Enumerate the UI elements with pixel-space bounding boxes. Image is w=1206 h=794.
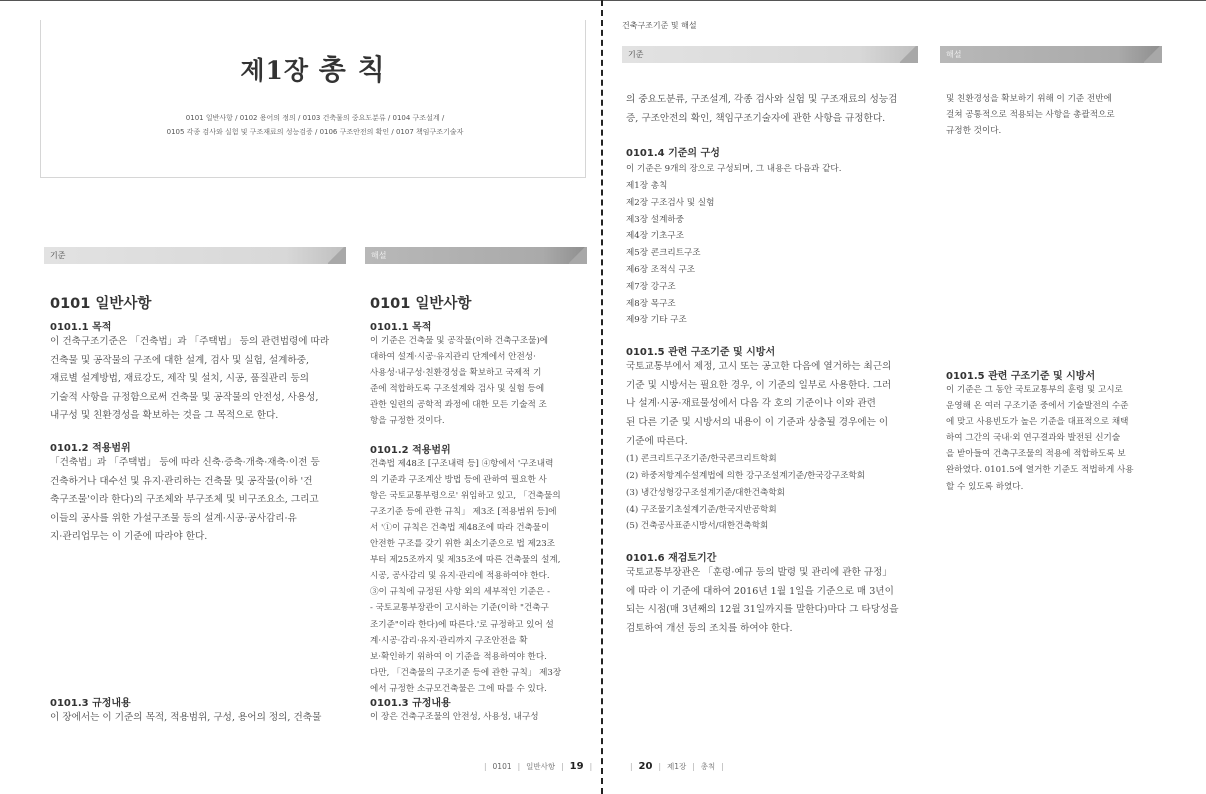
page-number: 19: [569, 761, 584, 772]
commentary-column-right-s5: [946, 367, 1166, 495]
text-line: 할 수 있도록 하였다.: [946, 481, 1024, 492]
text-line: 부터 제25조까지 및 제35조에 따른 건축물의 설계,: [370, 555, 561, 566]
paragraph: [370, 456, 590, 697]
subsection-title: 0101.1 목적: [370, 322, 432, 333]
text-line: 건축법 제48조 [구조내력 등] ④항에서 '구조내력: [370, 458, 554, 469]
paragraph: [626, 358, 938, 451]
text-line: 지·관리업무는 이 기준에 따라야 한다.: [50, 531, 208, 543]
text-line: 하여 그간의 국내·외 연구결과와 발전된 신기술: [946, 433, 1121, 444]
text-line: 건축물 및 공작물의 구조에 대한 설계, 검사 및 실험, 설계하중,: [50, 354, 310, 366]
footer-chapter: 제1장: [666, 762, 687, 771]
paragraph: [370, 709, 590, 725]
footer-label: 총칙: [700, 762, 716, 771]
chapter-prefix: 제1장: [240, 56, 310, 85]
text-line: 서 '①이 규칙은 건축법 제48조에 따라 건축물이: [370, 522, 550, 533]
text-line: 걸쳐 공통적으로 적용되는 사항을 총괄적으로: [946, 110, 1115, 121]
text-line: 국토교통부에서 제정, 고시 또는 공고한 다음에 열거하는 최근의: [626, 361, 892, 373]
commentary-section-bar: [940, 46, 1162, 63]
subsection-title: 0101.2 적용범위: [50, 442, 131, 454]
text-line: 내구성 및 친환경성을 확보하는 것을 그 목적으로 한다.: [50, 410, 279, 422]
text-line: 및 친환경성을 확보하기 위해 이 기준 전반에: [946, 94, 1112, 104]
text-line: 의 중요도분류, 구조설계, 각종 검사와 실험 및 구조재료의 성능검: [626, 94, 898, 105]
commentary-column-right: [946, 91, 1166, 139]
running-header: 건축구조기준 및 해설: [622, 21, 697, 30]
subsection-title: 0101.3 규정내용: [50, 698, 131, 709]
text-line: 의 기준과 구조계산 방법 등에 관하여 필요한 사: [370, 474, 547, 485]
text-line: 된 다른 기준 및 시방서의 내용이 이 기준과 상충될 경우에는 이: [626, 416, 889, 428]
standards-list-item: (2) 하중저항계수설계법에 의한 강구조설계기준/한국강구조학회: [626, 470, 866, 481]
chapter-list-item: 제2장 구조검사 및 실험: [626, 197, 715, 208]
page-divider: [601, 0, 603, 794]
text-line: - 국토교통부장관이 고시하는 기준(이하 "건축구: [370, 603, 549, 614]
text-line: 검토하여 개선 등의 조치를 하여야 한다.: [626, 622, 793, 634]
standards-list-item: (5) 건축공사표준시방서/대한건축학회: [626, 521, 769, 532]
chapter-list-item: 제1장 총칙: [626, 180, 668, 191]
chapter-title: [40, 48, 586, 88]
standard-bar-label: 기준: [50, 251, 66, 260]
standard-section-bar: [622, 46, 918, 63]
text-line: 완하였다. 0101.5에 열거한 기준도 적법하게 사용: [946, 465, 1134, 476]
standard-column-left: [50, 292, 350, 547]
text-line: 기준에 따른다.: [626, 435, 688, 447]
subsection-title: 0101.3 규정내용: [370, 698, 451, 709]
paragraph: [370, 333, 590, 430]
chapter-list-item: 제7장 강구조: [626, 281, 676, 292]
text-line: 되는 시점(매 3년째의 12월 31일까지를 말한다)마다 그 타당성을: [626, 604, 899, 616]
subsection-title: 0101.2 적용범위: [370, 444, 451, 456]
text-line: 재료별 설계방법, 재료강도, 제작 및 설치, 시공, 품질관리 등의: [50, 373, 310, 385]
standard-column-right: [626, 91, 938, 638]
footer-section: 0101: [492, 762, 512, 771]
top-rule: [0, 0, 1206, 1]
text-line: 축구조물'이라 한다)의 구조체와 부구조체 및 비구조요소, 그리고: [50, 494, 319, 506]
text-line: 을 받아들여 건축구조물의 적용에 적합하도록 보: [946, 449, 1126, 460]
text-line: 이 건축구조기준은 「건축법」과 「주택법」 등의 관련법령에 따라: [50, 336, 330, 347]
text-line: ③이 규칙에 규정된 사항 외의 세부적인 기준은 -: [370, 587, 551, 598]
subsection-title: 0101.5 관련 구조기준 및 시방서: [626, 347, 776, 359]
chapter-toc-line-1: 0101 일반사항 / 0102 용어의 정의 / 0103 건축물의 중요도분류 / 0104 구조설계 /: [185, 114, 445, 122]
text-line: 기술적 사항을 규정함으로써 건축물 및 공작물의 안전성, 사용성,: [50, 391, 319, 403]
subsection-title: 0101.6 재검토기간: [626, 553, 717, 565]
standards-list-item: (3) 냉간성형강구조설계기준/대한건축학회: [626, 487, 785, 498]
text-line: 다만, 「건축물의 구조기준 등에 관한 규칙」 제3장: [370, 667, 562, 678]
footer-label: 일반사항: [526, 762, 556, 771]
section-heading: 0101 일반사항: [50, 296, 152, 312]
text-line: 시공, 공사감리 및 유지·관리에 적용하여야 한다.: [370, 571, 550, 582]
text-line: 조기준"이라 한다)에 따른다.'로 규정하고 있어 설: [370, 619, 554, 630]
text-line: 「건축법」과 「주택법」 등에 따라 신축·증축·개축·재축·이전 등: [50, 456, 320, 468]
text-line: 에 따라 이 기준에 대하여 2016년 1월 1일을 기준으로 매 3년이: [626, 585, 894, 597]
text-line: 건축하거나 대수선 및 유지·관리하는 건축물 및 공작물(이하 '건: [50, 475, 313, 487]
text-line: 준에 적합하도록 구조설계와 검사 및 실험 등에: [370, 384, 545, 395]
subsection-title: 0101.4 기준의 구성: [626, 148, 720, 160]
text-line: 기준 및 시방서는 필요한 경우, 이 기준의 일부로 사용한다. 그러: [626, 379, 892, 391]
text-line: 나 설계·시공·재료물성에서 다음 각 호의 기준이나 이와 관련: [626, 398, 876, 410]
standard-column-left-bottom: [50, 694, 350, 728]
text-line: 구조기준 등에 관한 규칙」 제3조 [적용범위 등]에: [370, 506, 557, 517]
commentary-column-left: [370, 292, 590, 697]
paragraph: 이 기준은 9개의 장으로 구성되며, 그 내용은 다음과 같다.: [626, 164, 842, 175]
text-line: 규정한 것이다.: [946, 126, 1002, 137]
left-page-footer: | 0101 | 일반사항 | 19 |: [484, 761, 593, 772]
paragraph: [946, 382, 1166, 495]
paragraph: [50, 333, 350, 426]
text-line: 안전한 구조를 갖기 위한 최소기준으로 법 제23조: [370, 539, 556, 550]
commentary-bar-label: 해설: [946, 50, 962, 59]
text-line: 대하여 설계·시공·유지관리 단계에서 안전성·: [370, 352, 536, 363]
text-line: 이들의 공사를 위한 가설구조물 등의 설계·시공·공사감리·유: [50, 512, 297, 524]
standards-list-item: (4) 구조물기초설계기준/한국지반공학회: [626, 504, 777, 515]
paragraph: [626, 564, 938, 638]
text-line: 사용성·내구성·친환경성을 확보하고 국제적 기: [370, 368, 542, 379]
text-line: 관한 일련의 공학적 과정에 대한 모든 기술적 조: [370, 400, 547, 411]
chapter-list: [626, 178, 938, 329]
text-line: 항은 국토교통부령으로' 위임하고 있고, 「건축물의: [370, 490, 561, 501]
commentary-section-bar: [365, 247, 587, 264]
paragraph: [50, 709, 350, 728]
paragraph: [50, 454, 350, 547]
text-line: 이 장에서는 이 기준의 목적, 적용범위, 구성, 용어의 정의, 건축물: [50, 712, 322, 723]
text-line: 증, 구조안전의 확인, 책임구조기술자에 관한 사항을 규정한다.: [626, 112, 886, 124]
chapter-header-box: [40, 20, 586, 178]
text-line: 에 맞고 사용빈도가 높은 기준을 대표적으로 채택: [946, 417, 1129, 428]
chapter-list-item: 제8장 목구조: [626, 298, 676, 309]
paragraph: [626, 91, 938, 128]
subsection-title: 0101.5 관련 구조기준 및 시방서: [946, 371, 1096, 382]
chapter-list-item: 제3장 설계하중: [626, 214, 685, 225]
page-number: 20: [638, 761, 653, 772]
commentary-column-left-bottom: [370, 694, 590, 725]
standard-bar-label: 기준: [628, 50, 644, 59]
text-line: 이 기준은 그 동안 국토교통부의 훈령 및 고시로: [946, 385, 1123, 395]
text-line: 계·시공·감리·유지·관리까지 구조안전을 확: [370, 635, 528, 646]
right-page-footer: | 20 | 제1장 | 총칙 |: [630, 761, 724, 772]
chapter-name: 총 칙: [318, 53, 386, 86]
chapter-list-item: 제5장 콘크리트구조: [626, 248, 701, 259]
commentary-bar-label: 해설: [371, 251, 387, 260]
chapter-list-item: 제9장 기타 구조: [626, 315, 687, 326]
section-heading: 0101 일반사항: [370, 296, 472, 312]
chapter-list-item: 제4장 기초구조: [626, 231, 685, 242]
chapter-list-item: 제6장 조적식 구조: [626, 264, 696, 275]
text-line: 이 기준은 건축물 및 공작물(이하 건축구조물)에: [370, 336, 549, 346]
standards-list-item: (1) 콘크리트구조기준/한국콘크리트학회: [626, 454, 777, 465]
text-line: 이 장은 건축구조물의 안전성, 사용성, 내구성: [370, 712, 539, 722]
standards-list: [626, 451, 938, 535]
text-line: 보·확인하기 위하여 이 기준을 적용하여야 한다.: [370, 651, 547, 662]
chapter-toc-line-2: 0105 각종 검사와 실험 및 구조재료의 성능검증 / 0106 구조안전의 확인 / 0107 책임구조기술자: [166, 128, 464, 136]
text-line: 운영해 온 여러 구조기준 중에서 기술발전의 수준: [946, 401, 1129, 412]
paragraph: [946, 91, 1166, 139]
standard-section-bar: [44, 247, 346, 264]
subsection-title: 0101.1 목적: [50, 322, 112, 333]
text-line: 에서 규정한 소규모건축물은 그에 따를 수 있다.: [370, 683, 547, 694]
text-line: 항을 규정한 것이다.: [370, 416, 445, 427]
text-line: 국토교통부장관은 「훈령·예규 등의 발령 및 관리에 관한 규정」: [626, 567, 893, 579]
